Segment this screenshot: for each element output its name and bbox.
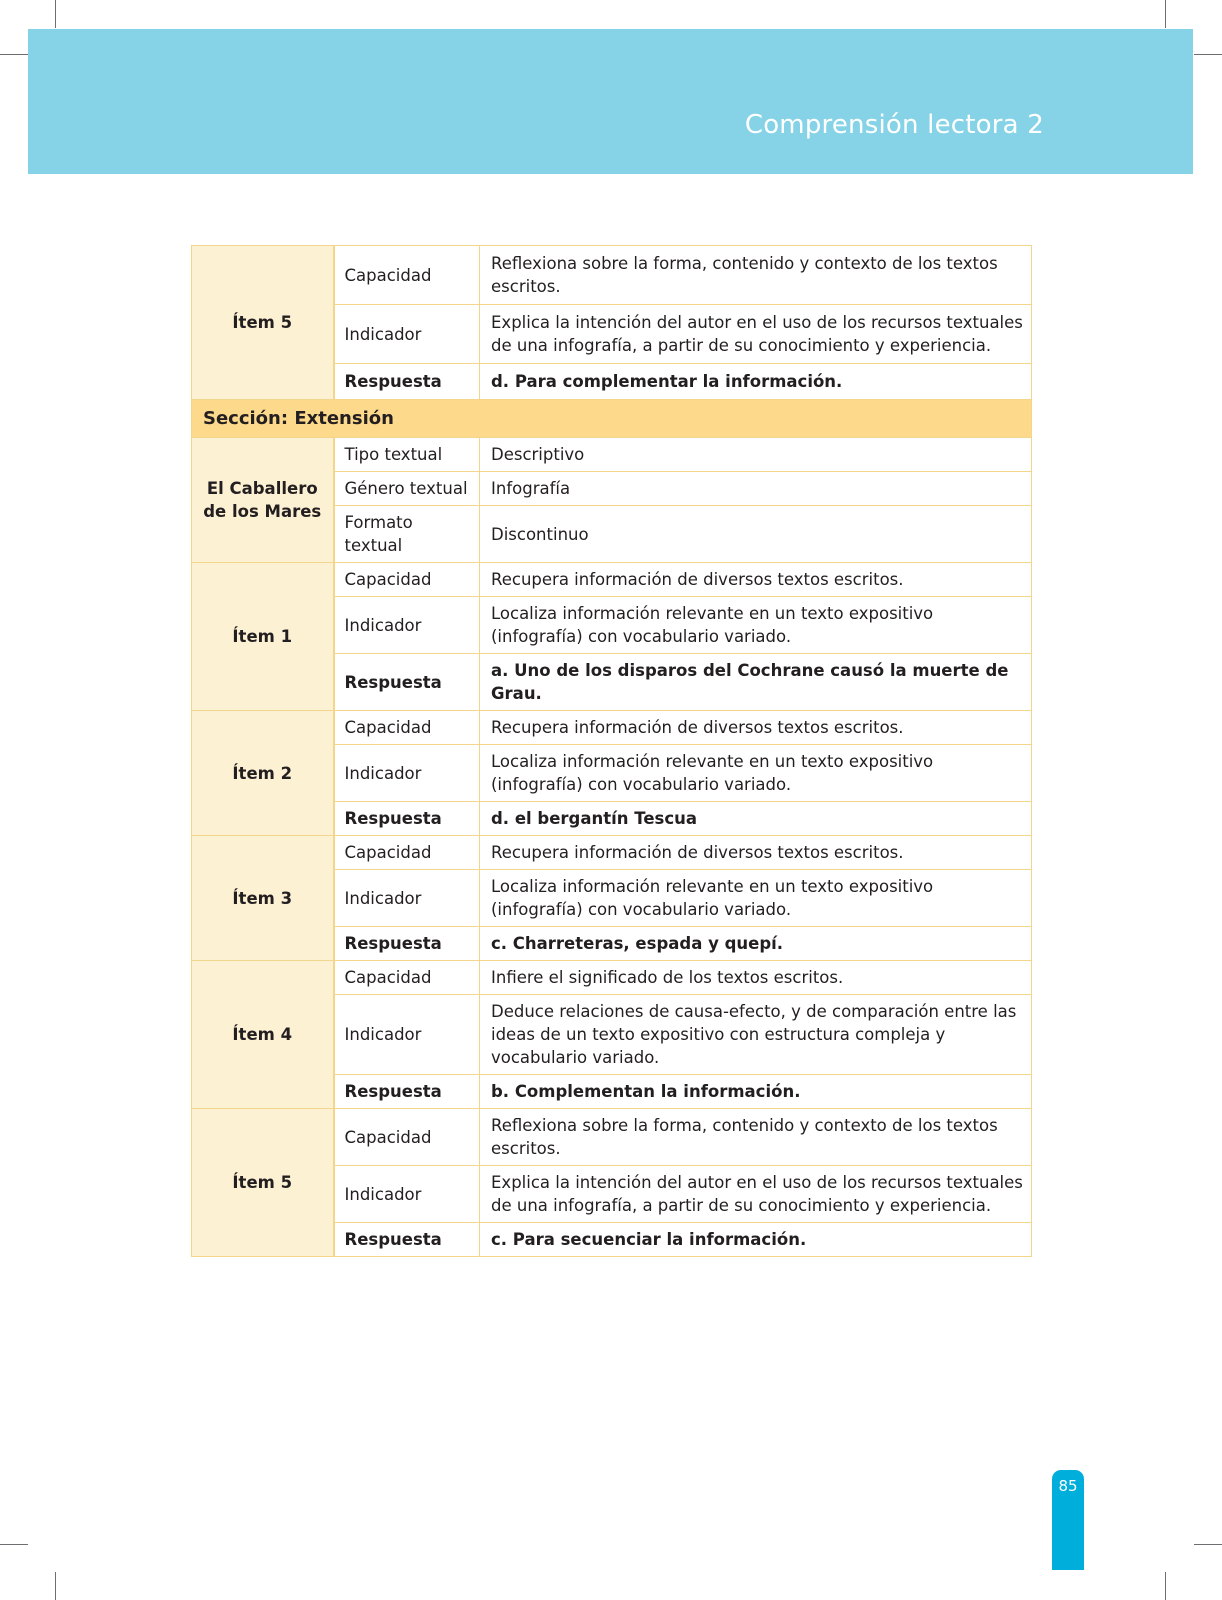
row-value: Explica la intención del autor en el uso de los recursos textuales de una infografía, a partir de su conocimiento y experiencia. — [480, 305, 1032, 364]
row-label: Género textual — [334, 472, 480, 506]
row-value: Deduce relaciones de causa-efecto, y de comparación entre las ideas de un texto expositivo con estructura compleja y vocabulario variado. — [480, 995, 1032, 1075]
answer-value: c. Charreteras, espada y quepí. — [480, 927, 1032, 961]
crop-mark — [1165, 0, 1166, 28]
row-value: Recupera información de diversos textos escritos. — [480, 563, 1032, 597]
table-row — [192, 836, 1032, 870]
crop-mark — [0, 1544, 28, 1545]
table-row — [192, 961, 1032, 995]
page-number: 85 — [1058, 1477, 1078, 1495]
section-title: Sección: Extensión — [192, 400, 1032, 438]
table-row — [192, 1109, 1032, 1166]
answer-value: a. Uno de los disparos del Cochrane causó la muerte de Grau. — [480, 654, 1032, 711]
answer-value: c. Para secuenciar la información. — [480, 1223, 1032, 1257]
row-value: Localiza información relevante en un texto expositivo (infografía) con vocabulario variado. — [480, 597, 1032, 654]
crop-mark — [55, 0, 56, 28]
item-cell: Ítem 4 — [192, 961, 334, 1109]
row-value: Infografía — [480, 472, 1032, 506]
row-value: Reflexiona sobre la forma, contenido y contexto de los textos escritos. — [480, 1109, 1032, 1166]
row-label: Respuesta — [334, 364, 480, 400]
row-label: Capacidad — [334, 563, 480, 597]
item-cell: Ítem 3 — [192, 836, 334, 961]
row-label: Respuesta — [334, 802, 480, 836]
row-label: Capacidad — [334, 246, 480, 305]
answer-key-table — [191, 245, 1032, 1257]
row-value: Reflexiona sobre la forma, contenido y contexto de los textos escritos. — [480, 246, 1032, 305]
table-row — [192, 711, 1032, 745]
item-cell: Ítem 2 — [192, 711, 334, 836]
row-label: Indicador — [334, 745, 480, 802]
row-label: Capacidad — [334, 711, 480, 745]
row-value: Discontinuo — [480, 506, 1032, 563]
item-cell: Ítem 5 — [192, 1109, 334, 1257]
crop-mark — [1194, 54, 1222, 55]
table-row — [192, 246, 1032, 305]
row-label: Capacidad — [334, 836, 480, 870]
answer-value: b. Complementan la información. — [480, 1075, 1032, 1109]
row-label: Indicador — [334, 305, 480, 364]
row-label: Respuesta — [334, 1223, 480, 1257]
crop-mark — [1165, 1572, 1166, 1600]
row-label: Respuesta — [334, 654, 480, 711]
row-label: Capacidad — [334, 1109, 480, 1166]
item-cell: Ítem 5 — [192, 246, 334, 400]
page-title: Comprensión lectora 2 — [744, 110, 1044, 140]
row-value: Localiza información relevante en un texto expositivo (infografía) con vocabulario variado. — [480, 870, 1032, 927]
table-row — [192, 438, 1032, 472]
text-title-cell: El Caballero de los Mares — [192, 438, 334, 563]
row-label: Tipo textual — [334, 438, 480, 472]
crop-mark — [55, 1572, 56, 1600]
header-banner — [28, 29, 1193, 174]
row-label: Indicador — [334, 1166, 480, 1223]
answer-value: d. Para complementar la información. — [480, 364, 1032, 400]
row-label: Formato textual — [334, 506, 480, 563]
row-value: Descriptivo — [480, 438, 1032, 472]
section-header-row — [192, 400, 1032, 438]
table-row — [192, 563, 1032, 597]
row-value: Infiere el significado de los textos escritos. — [480, 961, 1032, 995]
row-value: Localiza información relevante en un texto expositivo (infografía) con vocabulario variado. — [480, 745, 1032, 802]
answer-value: d. el bergantín Tescua — [480, 802, 1032, 836]
row-value: Recupera información de diversos textos escritos. — [480, 836, 1032, 870]
row-label: Capacidad — [334, 961, 480, 995]
item-cell: Ítem 1 — [192, 563, 334, 711]
crop-mark — [1194, 1544, 1222, 1545]
row-label: Indicador — [334, 597, 480, 654]
crop-mark — [0, 54, 28, 55]
row-label: Indicador — [334, 870, 480, 927]
row-label: Indicador — [334, 995, 480, 1075]
row-label: Respuesta — [334, 927, 480, 961]
row-value: Explica la intención del autor en el uso de los recursos textuales de una infografía, a partir de su conocimiento y experiencia. — [480, 1166, 1032, 1223]
row-value: Recupera información de diversos textos escritos. — [480, 711, 1032, 745]
row-label: Respuesta — [334, 1075, 480, 1109]
